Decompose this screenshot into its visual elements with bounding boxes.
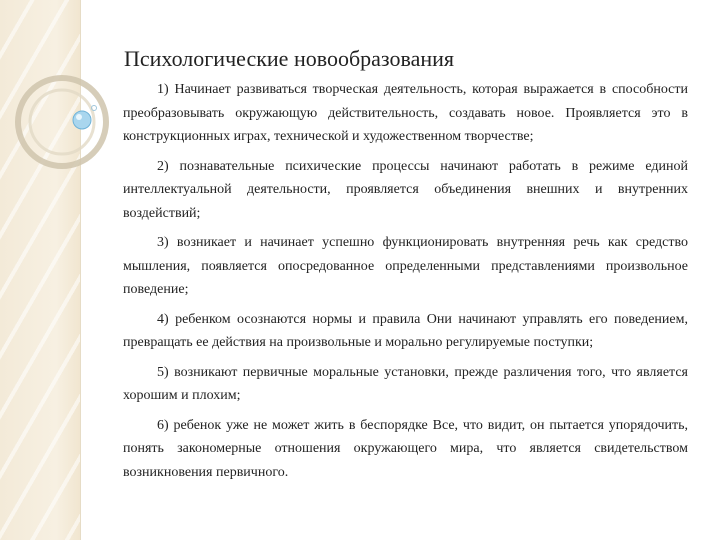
blue-bubble-icon — [73, 111, 91, 129]
paragraph-5: 5) возникают первичные моральные установки, прежде различения того, что является хорошим и плохим; — [123, 364, 688, 403]
slide-body — [123, 78, 688, 490]
paragraph-1: 1) Начинает развиваться творческая деятельность, которая выражается в способности преобразовывать окружающую действительность, создавать новое. Проявляется это в конструкционных играх, технической и художественном творчестве; — [123, 82, 688, 144]
paragraph-6: 6) ребенок уже не может жить в беспорядке Все, что видит, он пытается упорядочить, понять закономерные отношения окружающего мира, что является свидетельством возникновения первичного. — [123, 417, 688, 480]
paragraph-3: 3) возникает и начинает успешно функционировать внутренняя речь как средство мышления, появляется опосредованное определенными представлениями произвольное поведение; — [123, 235, 688, 297]
paragraph-2: 2) познавательные психические процессы начинают работать в режиме единой интеллектуальной деятельности, проявляется объединения внешних и внутренних воздействий; — [123, 158, 688, 221]
slide-title: Психологические новообразования — [124, 46, 454, 71]
paragraph-4: 4) ребенком осознаются нормы и правила Они начинают управлять его поведением, превращать ее действия на произвольные и морально регулируемые поступки; — [123, 311, 688, 350]
decorative-rings — [0, 0, 130, 200]
bubble-highlight — [76, 114, 82, 120]
